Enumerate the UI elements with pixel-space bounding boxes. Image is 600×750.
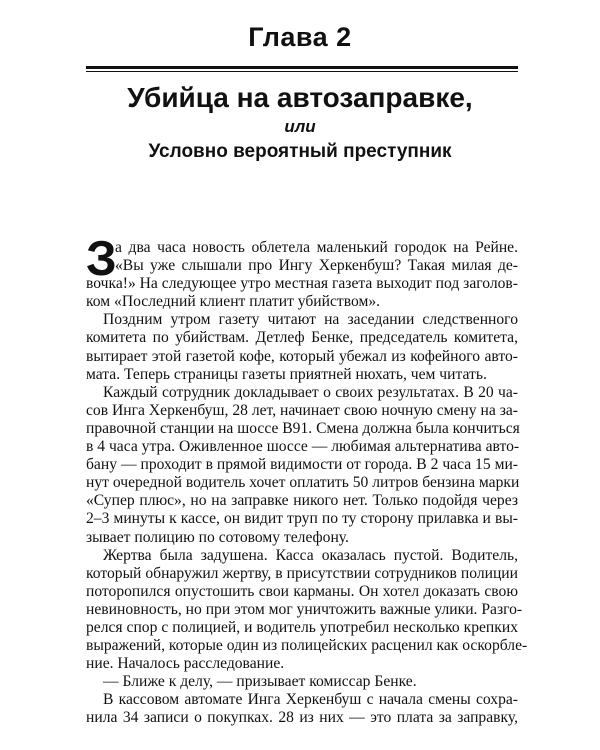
- paragraph: [86, 311, 518, 383]
- text-line: поторопился опустошить свои карманы. Он хотел доказать свою: [86, 582, 518, 600]
- text-line: 2–3 минуты к кассе, он видит труп по ту сторону прилавка и вы-: [86, 510, 518, 528]
- text-line: который обнаружил жертву, в присутствии сотрудников полиции: [86, 564, 518, 582]
- text-line: нила 34 записи о покупках. 28 из них — это плата за заправку,: [86, 709, 518, 727]
- text-line: Жертва была задушена. Касса оказалась пустой. Водитель,: [103, 546, 518, 564]
- text-line: Поздним утром газету читают на заседании следственного: [103, 311, 518, 329]
- text-line: в 4 часа утра. Оживленное шоссе — любимая альтернатива авто-: [86, 438, 520, 456]
- text-line: бану — проходит в прямой видимости от города. В 2 часа 15 ми-: [86, 456, 518, 474]
- chapter-title-or: или: [284, 117, 316, 136]
- text-line: зывает полицию по сотовому телефону.: [86, 528, 349, 546]
- text-line: мата. Теперь страницы газеты приятней нюхать, чем читать.: [86, 365, 487, 383]
- text-line: «Супер плюс», но на заправке никого нет. Только подойдя через: [86, 492, 518, 510]
- paragraph: [86, 673, 518, 691]
- drop-cap: З: [86, 232, 117, 286]
- text-line: Каждый сотрудник докладывает о своих результатах. В 20 ча-: [103, 383, 518, 401]
- chapter-subtitle: Условно вероятный преступник: [148, 141, 452, 162]
- text-line: а два часа новость облетела маленький городок на Рейне.: [115, 239, 518, 256]
- paragraph: [86, 232, 518, 311]
- text-line: нут очередной водитель хочет оплатить 50 литров бензина марки: [86, 474, 520, 492]
- text-line: релся спор с полицией, и водитель употребил несколько крепких: [86, 618, 518, 636]
- text-line: вочка!» На следующее утро местная газета выходит под заголов-: [86, 275, 518, 293]
- text-line: ние. Началось расследование.: [86, 655, 285, 673]
- chapter-title: Убийца на автозаправке,: [127, 82, 473, 113]
- chapter-rule-thin: [86, 71, 518, 72]
- paragraph: [86, 546, 528, 674]
- text-line: вытирает этой газетой кофе, который убежал из кофейного авто-: [86, 347, 518, 365]
- text-line: комитета по убийствам. Детлеф Бенке, председатель комитета,: [86, 329, 518, 347]
- text-line: выражений, которые один из полицейских расценил как оскорбле-: [86, 637, 528, 655]
- text-line: — Ближе к делу, — призывает комиссар Бенке.: [103, 673, 417, 691]
- paragraph: [86, 384, 518, 547]
- chapter-label: Глава 2: [248, 22, 352, 52]
- text-line: «Вы уже слышали про Ингу Херкенбуш? Такая милая де-: [115, 257, 518, 275]
- body-text: [86, 232, 528, 728]
- text-line: сов Инга Херкенбуш, 28 лет, начинает свою ночную смену на за-: [86, 401, 518, 419]
- text-line: невиновность, но при этом мог уничтожить важные улики. Разго-: [86, 600, 523, 618]
- paragraph: [86, 691, 518, 727]
- text-line: ком «Последний клиент платит убийством».: [86, 293, 381, 311]
- chapter-rule-thick: [86, 66, 518, 69]
- text-line: В кассовом автомате Инга Херкенбуш с начала смены сохра-: [103, 691, 518, 709]
- text-line: правочной станции на шоссе В91. Смена должна была кончиться: [86, 419, 520, 437]
